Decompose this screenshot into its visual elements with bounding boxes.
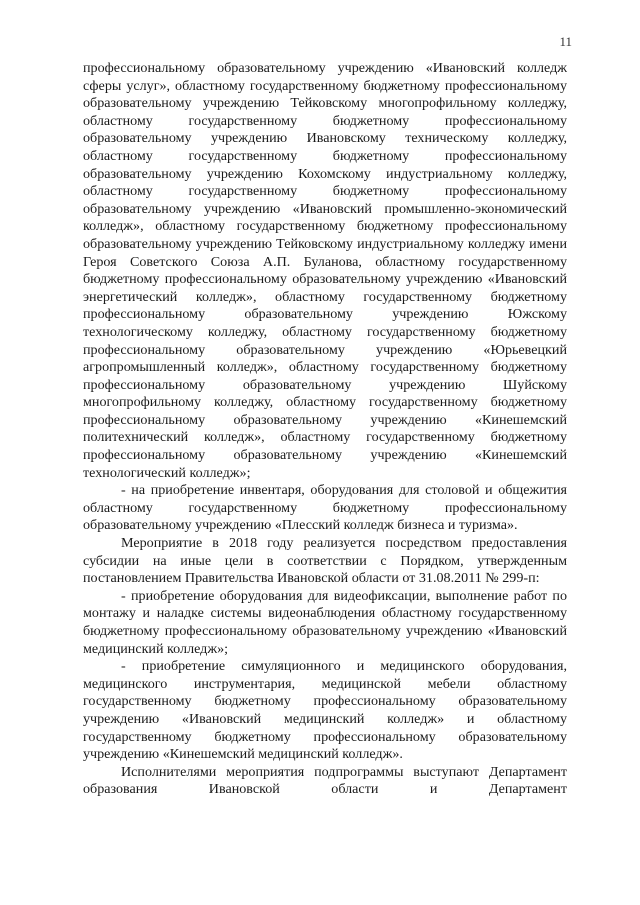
page-number: 11 (559, 34, 572, 49)
paragraph-simulation-equipment: - приобретение симуляционного и медицинского оборудования, медицинского инструментария, медицинской мебели областному государственному бюджетному профессиональному образовательному учреждению «Ивановский медицинский колледж» и областному государственному бюджетному профессиональному образовательному учреждению «Кинешемский медицинский колледж». (83, 658, 567, 763)
document-body (83, 60, 567, 799)
paragraph-executors: Исполнителями мероприятия подпрограммы выступают Департамент образования Ивановской области и Департамент (83, 763, 567, 798)
paragraph-video-equipment: - приобретение оборудования для видеофиксации, выполнение работ по монтажу и наладке системы видеонаблюдения областному государственному бюджетному профессиональному образовательному учреждению «Ивановский медицинский колледж»; (83, 587, 567, 657)
paragraph-college-list: профессиональному образовательному учреждению «Ивановский колледж сферы услуг», областному государственному бюджетному профессиональному образовательному учреждению Тейковскому многопрофильному колледжу, областному государственному бюджетному профессиональному образовательному учреждению Ивановскому техническому колледжу, областному государственному бюджетному профессиональному образовательному учреждению Кохомскому индустриальному колледжу, областному государственному бюджетному профессиональному образовательному учреждению «Ивановский промышленно-экономический колледж», областному государственному бюджетному профессиональному образовательному учреждению Тейковскому индустриальному колледжу имени Героя Советского Союза А.П. Буланова, областному государственному бюджетному профессиональному образовательному учреждению «Ивановский энергетический колледж», областному государственному бюджетному профессиональному образовательному учреждению Южскому технологическому колледжу, областному государственному бюджетному профессиональному образовательному учреждению «Юрьевецкий агропромышленный колледж», областному государственному бюджетному профессиональному образовательному учреждению Шуйскому многопрофильному колледжу, областному государственному бюджетному профессиональному образовательному учреждению «Кинешемский политехнический колледж», областному государственному бюджетному профессиональному образовательному учреждению «Кинешемский технологический колледж»; (83, 60, 567, 481)
paragraph-inventory-purchase: - на приобретение инвентаря, оборудования для столовой и общежития областному государственному бюджетному профессиональному образовательному учреждению «Плесский колледж бизнеса и туризма». (83, 482, 567, 534)
paragraph-event-2018: Мероприятие в 2018 году реализуется посредством предоставления субсидии на иные цели в соответствии с Порядком, утвержденным постановлением Правительства Ивановской области от 31.08.2011 № 299-п: (83, 535, 567, 587)
